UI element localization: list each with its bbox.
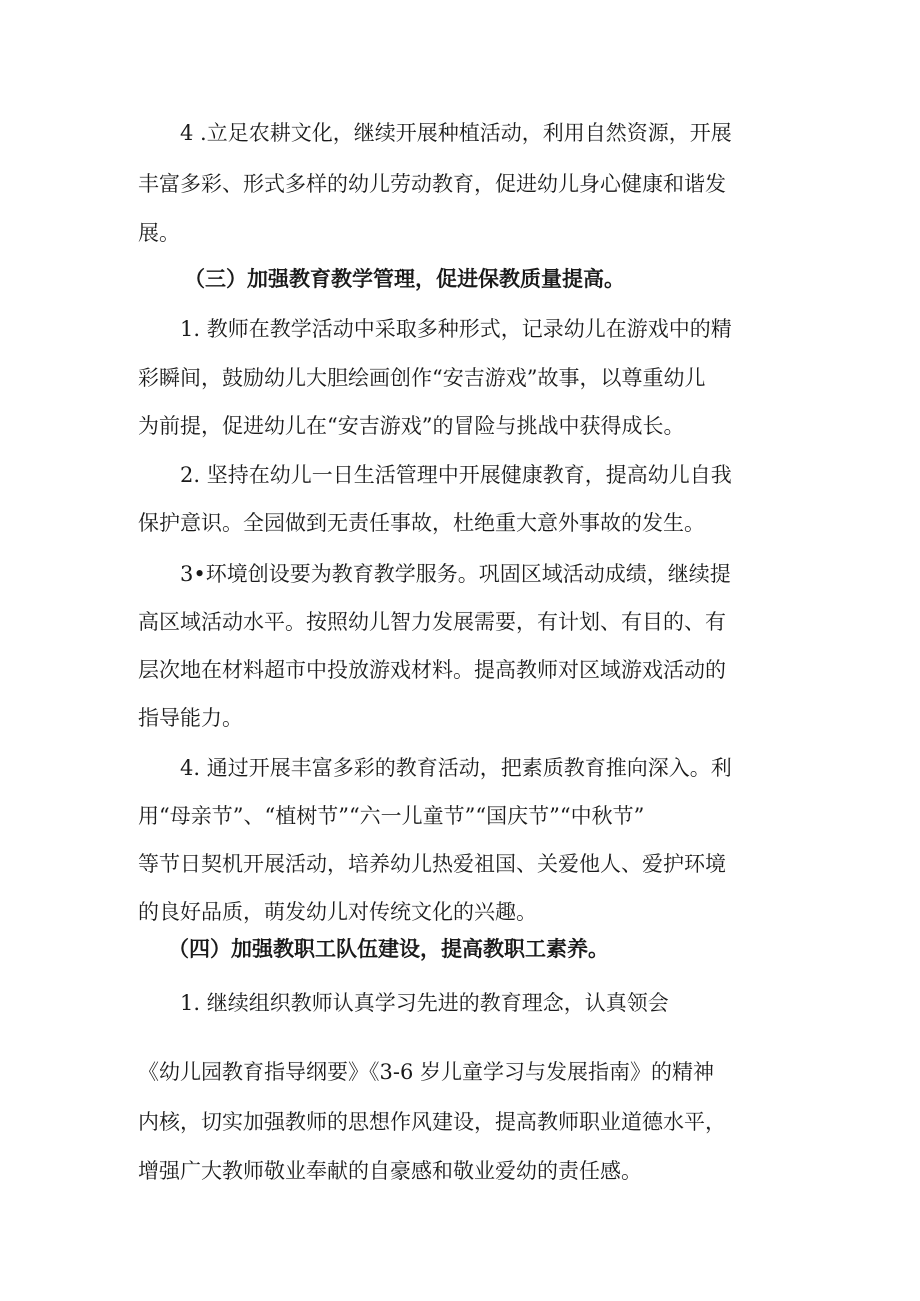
para4-line-1: 3•环境创设要为教育教学服务。巩固区域活动成绩，继续提 [180, 562, 731, 586]
para4-line-4: 指导能力。 [138, 706, 243, 730]
para1-line-3: 展。 [138, 221, 180, 245]
para5-line-3: 等节日契机开展活动，培养幼儿热爱祖国、关爱他人、爱护环境 [138, 852, 726, 876]
para6-line-1: 1. 继续组织教师认真学习先进的教育理念，认真领会 [180, 991, 669, 1015]
para5-line-2: 用“母亲节”、“植树节”“六一儿童节”“国庆节”“中秋节” [138, 804, 645, 828]
para2-line-2: 彩瞬间，鼓励幼儿大胆绘画创作“安吉游戏”故事，以尊重幼儿 [138, 366, 706, 390]
para5-line-1: 4. 通过开展丰富多彩的教育活动，把素质教育推向深入。利 [180, 756, 732, 780]
para3-line-2: 保护意识。全园做到无责任事故，杜绝重大意外事故的发生。 [138, 511, 705, 535]
para4-line-3: 层次地在材料超市中投放游戏材料。提高教师对区域游戏活动的 [138, 658, 726, 682]
para7-line-3: 增强广大教师敬业奉献的自豪感和敬业爱幼的责任感。 [138, 1159, 642, 1183]
para2-line-3: 为前提，促进幼儿在“安吉游戏”的冒险与挑战中获得成长。 [138, 414, 685, 438]
para2-line-1: 1. 教师在教学活动中采取多种形式，记录幼儿在游戏中的精 [180, 317, 732, 341]
para3-line-1: 2. 坚持在幼儿一日生活管理中开展健康教育，提高幼儿自我 [180, 463, 732, 487]
para7-line-2: 内核，切实加强教师的思想作风建设，提高教师职业道德水平， [138, 1110, 726, 1134]
para1-line-1: 4 .立足农耕文化，继续开展种植活动，利用自然资源，开展 [180, 121, 732, 145]
para4-line-2: 高区域活动水平。按照幼儿智力发展需要，有计划、有目的、有 [138, 610, 726, 634]
section-heading-3: （三）加强教育教学管理，促进保教质量提高。 [184, 266, 625, 291]
section-heading-4: （四）加强教职工队伍建设，提高教职工素养。 [168, 936, 609, 961]
para7-line-1: 《幼儿园教育指导纲要》《3-6 岁儿童学习与发展指南》的精神 [138, 1060, 714, 1084]
para5-line-4: 的良好品质，萌发幼儿对传统文化的兴趣。 [138, 900, 537, 924]
para1-line-2: 丰富多彩、形式多样的幼儿劳动教育，促进幼儿身心健康和谐发 [138, 172, 726, 196]
